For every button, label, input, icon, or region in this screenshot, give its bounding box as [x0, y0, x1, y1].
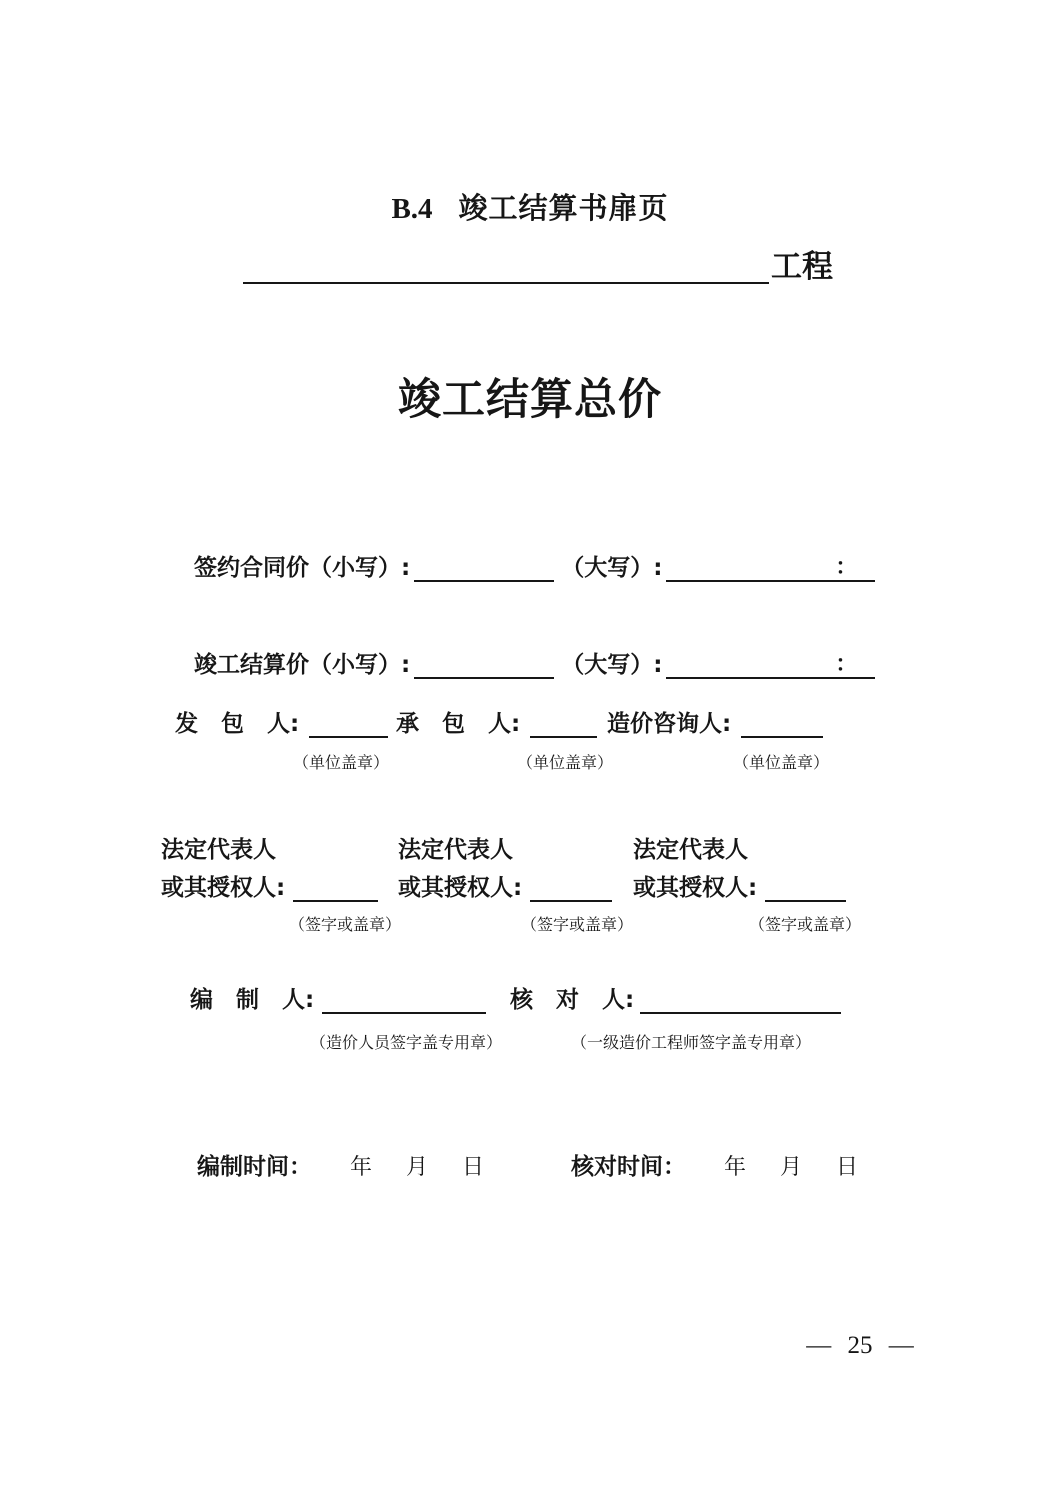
employer-blank	[309, 708, 388, 738]
representative-title: 法定代表人	[398, 837, 513, 863]
sign-or-stamp-caption: （签字或盖章）	[521, 917, 634, 934]
compiler-group	[190, 984, 502, 1053]
checker-group	[510, 984, 841, 1053]
authorized-person-label: 或其授权人:	[633, 875, 758, 901]
authorized-person-label: 或其授权人:	[161, 875, 286, 901]
project-name-blank	[243, 246, 769, 284]
month-label: 月	[406, 1154, 429, 1179]
settlement-price-label: 竣工结算价（小写）:	[194, 652, 411, 678]
representative-col-contractor	[398, 836, 633, 935]
section-number: B.4	[391, 193, 433, 225]
representative-blank	[765, 872, 846, 902]
employer-stamp-caption: （单位盖章）	[293, 755, 390, 772]
sign-or-stamp-caption: （签字或盖章）	[749, 917, 862, 934]
contract-price-capital-label: （大写）:	[561, 555, 663, 581]
settlement-price-trailing-colon: ：	[835, 652, 858, 677]
party-employer	[175, 708, 389, 773]
page-number: — 25 —	[806, 1332, 914, 1359]
contractor-stamp-caption: （单位盖章）	[517, 755, 614, 772]
year-label: 年	[724, 1154, 747, 1179]
representative-title: 法定代表人	[161, 837, 276, 863]
contract-price-label: 签约合同价（小写）:	[194, 555, 411, 581]
authorized-person-label: 或其授权人:	[398, 875, 523, 901]
representative-blank	[530, 872, 612, 902]
representative-blank	[293, 872, 378, 902]
contract-price-figures-blank	[414, 550, 554, 582]
compiler-blank	[322, 984, 486, 1014]
check-time-label: 核对时间：	[571, 1154, 686, 1180]
contract-price-capital-blank	[666, 552, 875, 582]
section-heading	[0, 186, 1060, 227]
day-label: 日	[836, 1154, 859, 1179]
year-label: 年	[350, 1154, 373, 1179]
compile-time-label: 编制时间：	[197, 1154, 312, 1180]
settlement-price-capital-label: （大写）:	[561, 652, 663, 678]
representative-col-consultant	[633, 836, 861, 935]
cost-consultant-blank	[741, 708, 823, 738]
compiler-label: 编 制 人:	[190, 987, 315, 1013]
settlement-price-capital-blank	[666, 649, 875, 679]
cost-consultant-label: 造价咨询人:	[607, 711, 732, 737]
settlement-price-figures-blank	[414, 647, 554, 679]
party-contractor	[396, 708, 613, 773]
contractor-blank	[530, 708, 597, 738]
sign-or-stamp-caption: （签字或盖章）	[289, 917, 402, 934]
day-label: 日	[462, 1154, 485, 1179]
contractor-label: 承 包 人:	[396, 711, 521, 737]
representative-col-employer	[161, 836, 401, 935]
contract-price-row	[194, 550, 875, 582]
month-label: 月	[780, 1154, 803, 1179]
checker-label: 核 对 人:	[510, 987, 635, 1013]
compile-time-group	[197, 1150, 484, 1181]
check-time-group	[571, 1150, 858, 1181]
representative-title: 法定代表人	[633, 837, 748, 863]
document-title: 竣工结算总价	[398, 377, 662, 424]
section-title: 竣工结算书扉页	[458, 193, 669, 225]
checker-blank	[640, 984, 841, 1014]
contract-price-trailing-colon: ：	[835, 555, 858, 580]
compiler-stamp-caption: （造价人员签字盖专用章）	[310, 1035, 503, 1052]
project-suffix-label: 工程	[771, 249, 833, 284]
settlement-price-row	[194, 647, 875, 679]
employer-label: 发 包 人:	[175, 711, 300, 737]
checker-stamp-caption: （一级造价工程师签字盖专用章）	[571, 1035, 812, 1052]
party-cost-consultant	[607, 708, 829, 773]
cost-consultant-stamp-caption: （单位盖章）	[733, 755, 830, 772]
project-name-line	[243, 246, 833, 284]
